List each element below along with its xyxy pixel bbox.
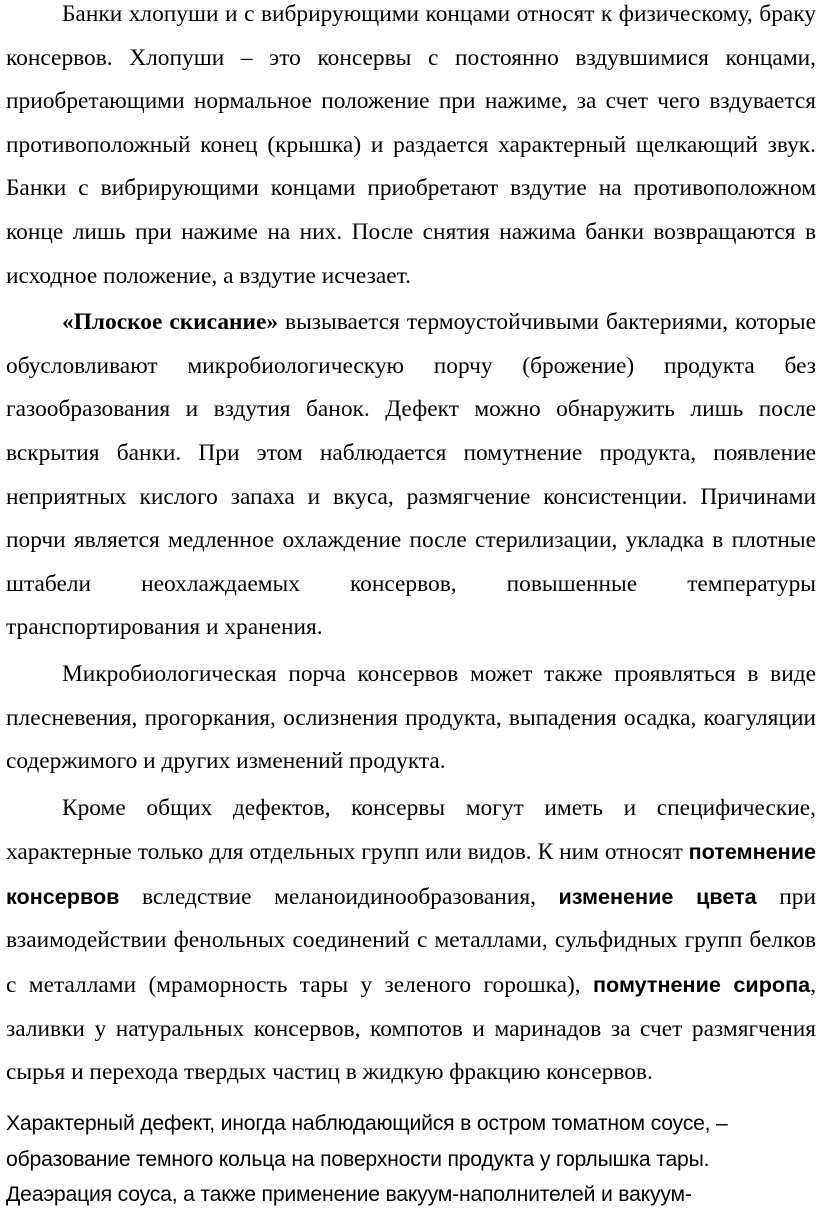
- paragraph-flat-sour: [6, 301, 816, 650]
- paragraph-specific-defects: [6, 787, 816, 1095]
- paragraph-flat-sour-text: вызывается термоустойчивыми бактериями, которые обусловливают микробиологическую порчу (брожение) продукта без газообразования и вздутия банок. Дефект можно обнаружить лишь после вскрытия банки. При этом наблюдается помутнение продукта, появление неприятных кислого запаха и вкуса, размягчение консистенции. Причинами порчи является медленное охлаждение после стерилизации, укладка в плотные штабели неохлаждаемых консервов, повышенные температуры транспортирования и хранения.: [6, 309, 816, 641]
- specific-defects-text-4: , заливки у натуральных консервов, компотов и маринадов за счет размягчения сырья и перехода твердых частиц в жидкую фракцию консервов.: [6, 972, 816, 1086]
- tomato-sauce-line-1: Характерный дефект, иногда наблюдающийся в остром томатном соусе, –: [6, 1111, 728, 1135]
- paragraph-microbial-spoilage: [6, 653, 816, 784]
- term-color-change: изменение цвета: [558, 883, 757, 909]
- term-darkening: потемнение консервов: [6, 839, 816, 909]
- paragraph-swells: [6, 0, 816, 298]
- specific-defects-text-1: Кроме общих дефектов, консервы могут иметь и специфические, характерные только для отдельных групп или видов. К ним относят: [6, 794, 816, 866]
- paragraph-microbial-spoilage-text: Микробиологическая порча консервов может также проявляться в виде плесневения, прогоркания, ослизнения продукта, выпадения осадка, коагуляции содержимого и других изменений продукта.: [6, 660, 816, 775]
- document-page: [6, 0, 816, 1213]
- term-flat-sour: «Плоское скисание»: [62, 309, 279, 336]
- specific-defects-text-3: при взаимодействии фенольных соединений с металлами, сульфидных групп белков с металлами (мраморность тары у зеленого горошка),: [6, 883, 816, 999]
- tomato-sauce-line-2: образование темного кольца на поверхности продукта у горлышка тары.: [6, 1147, 710, 1171]
- specific-defects-text-2: вследствие меланоидинообразования,: [119, 883, 559, 910]
- paragraph-swells-text: Банки хлопуши и с вибрирующими концами относят к физическому, браку консервов. Хлопуши – это консервы с постоянно вздувшимися концами, приобретающими нормальное положение при нажиме, за счет чего вздувается противоположный конец (крышка) и раздается характерный щелкающий звук. Банки с вибрирующими концами приобретают вздутие на противоположном конце лишь при нажиме на них. После снятия нажима банки возвращаются в исходное положение, а вздутие исчезает.: [6, 1, 816, 289]
- term-syrup-clouding: помутнение сиропа: [593, 972, 811, 998]
- tomato-sauce-line-3: Деаэрация соуса, а также применение вакуум-наполнителей и вакуум-: [6, 1183, 692, 1207]
- paragraph-tomato-sauce: [6, 1106, 816, 1213]
